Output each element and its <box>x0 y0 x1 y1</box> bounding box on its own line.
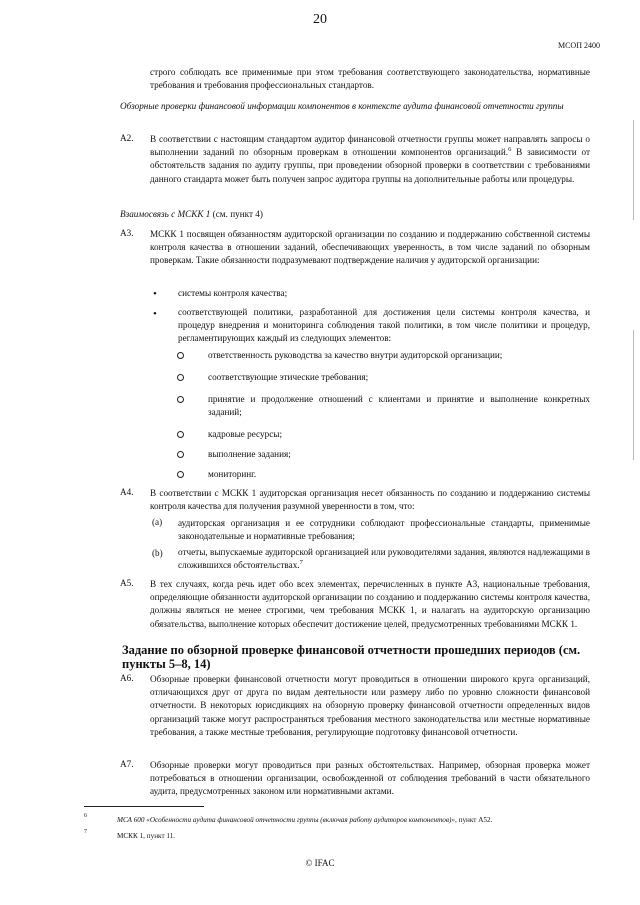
circle-bullet-icon <box>177 396 184 403</box>
item-label-b: (b) <box>152 548 163 558</box>
a3-element-ethics: соответствующие этические требования; <box>208 372 369 382</box>
a3-element-acceptance: принятие и продолжение отношений с клиентами и принятие и выполнение конкретных заданий; <box>208 394 590 418</box>
paragraph-a3: МСКК 1 посвящен обязанностям аудиторской организации по созданию и поддержанию собственной системы контроля качества в отношении заданий, обеспечивающих уверенность, в том числе заданий по обзорным проверкам. Такие обязанности подразумевают подтверждение наличия у аудиторской организации: <box>150 229 590 266</box>
footnote-number: 7 <box>84 829 87 835</box>
section-heading-review-engagement: Задание по обзорной проверке финансовой отчетности прошедших периодов (см. пункты 5–8, 14) <box>122 643 581 671</box>
footnote-text: , пункт A52. <box>455 816 493 824</box>
footnote-ref-7: 7 <box>299 559 303 567</box>
footnote-title: МСА 600 «Особенности аудита финансовой отчетности группы (включая работу аудиторов компонентов)» <box>117 816 456 824</box>
scan-edge-line <box>633 120 634 220</box>
intro-paragraph: строго соблюдать все применимые при этом требования соответствующего законодательства, нормативные требования и требования профессиональных стандартов. <box>150 67 590 91</box>
paragraph-a4: В соответствии с МСКК 1 аудиторская организация несет обязанность по созданию и поддержанию системы контроля качества для получения разумной уверенности в том, что: <box>150 488 590 512</box>
page-number: 20 <box>313 12 327 27</box>
a4-item-a: аудиторская организация и ее сотрудники соблюдают профессиональные стандарты, применимые законодательные и нормативные требования; <box>178 518 590 542</box>
circle-bullet-icon <box>177 431 184 438</box>
circle-bullet-icon <box>177 352 184 359</box>
a3-element-leadership: ответственность руководства за качество внутри аудиторской организации; <box>208 350 503 360</box>
item-label-a: (a) <box>152 517 163 527</box>
standard-code: МСОП 2400 <box>557 41 600 50</box>
a3-bullet-quality-system: системы контроля качества; <box>178 288 288 298</box>
footnote-ref-6: 6 <box>508 146 512 154</box>
paragraph-a7: Обзорные проверки могут проводиться при разных обстоятельствах. Например, обзорная проверка может потребоваться в отношении организации, освобожденной от соблюдения требований в части обязательного аудита, предусмотренных законом или нормативными актами. <box>150 760 590 797</box>
section-heading-iscq1-title: Взаимосвязь с МСКК 1 <box>120 209 211 219</box>
footnote-number: 6 <box>84 813 87 819</box>
paragraph-a5: В тех случаях, когда речь идет обо всех элементах, перечисленных в пункте A3, национальные требования, определяющие обязанности аудиторской организации по созданию и поддержанию системы контроля качества, должны являться не менее строгими, чем требования МСКК 1, и налагать на аудиторскую организацию обязательства, выполнение которых обеспечит достижение целей, предусмотренных требованиями МСКК 1. <box>150 579 590 629</box>
paragraph-label-a5: A5. <box>120 578 134 588</box>
a3-element-performance: выполнение задания; <box>208 449 291 459</box>
a4-item-b-text: отчеты, выпускаемые аудиторской организацией или руководителями задания, являются надлежащими в сложившихся обстоятельствах. <box>178 547 590 571</box>
paragraph-label-a4: A4. <box>120 487 134 497</box>
a3-bullet-policies: соответствующей политики, разработанной для достижения цели системы контроля качества, и процедур внедрения и мониторинга соблюдения такой политики, в том числе политики и процедур, регламентирующих каждый из следующих элементов: <box>178 307 590 344</box>
a3-element-hr: кадровые ресурсы; <box>208 429 282 439</box>
paragraph-a2 <box>150 133 590 186</box>
paragraph-a2-text-cont: В зависимости от обстоятельств задания по аудиту группы, при проведении обзорной проверки в соответствии с требованиями данного стандарта может быть получен запрос аудитора группы на дополнительные работы или процедуры. <box>150 147 591 184</box>
paragraph-a2-text: В соответствии с настоящим стандартом аудитор финансовой отчетности группы может направлять запросы о выполнении заданий по обзорным проверкам в отношении компонентов организаций. <box>150 134 590 158</box>
section-heading-iscq1 <box>120 208 590 221</box>
paragraph-label-a7: A7. <box>120 759 134 769</box>
bullet-icon: • <box>153 288 157 300</box>
section-heading-group-review: Обзорные проверки финансовой информации компонентов в контексте аудита финансовой отчетности группы <box>120 101 564 111</box>
section-heading-iscq1-ref: (см. пункт 4) <box>210 209 263 219</box>
a4-item-b <box>178 546 590 572</box>
paragraph-label-a3: A3. <box>120 228 134 238</box>
paragraph-label-a6: A6. <box>120 673 134 683</box>
circle-bullet-icon <box>177 451 184 458</box>
circle-bullet-icon <box>177 374 184 381</box>
scan-edge-line <box>633 330 634 460</box>
footer-copyright: © IFAC <box>305 858 335 868</box>
paragraph-label-a2: A2. <box>120 133 134 143</box>
paragraph-a6: Обзорные проверки финансовой отчетности могут проводиться в отношении широкого круга организаций, отличающихся друг от друга по видам деятельности или размеру либо по уровню сложности финансовой отчетности. В некоторых юрисдикциях на обзорную проверку финансовой отчетности определенных видов организаций также могут распространяться требования местного законодательства или местные нормативные требования, а также местные требования, регулирующие подготовку финансовой отчетности. <box>150 674 590 737</box>
circle-bullet-icon <box>177 471 184 478</box>
bullet-icon: • <box>153 308 157 320</box>
footnote-divider <box>84 806 204 807</box>
footnote-text: МСКК 1, пункт 11. <box>117 832 176 840</box>
a3-element-monitoring: мониторинг. <box>208 469 257 479</box>
